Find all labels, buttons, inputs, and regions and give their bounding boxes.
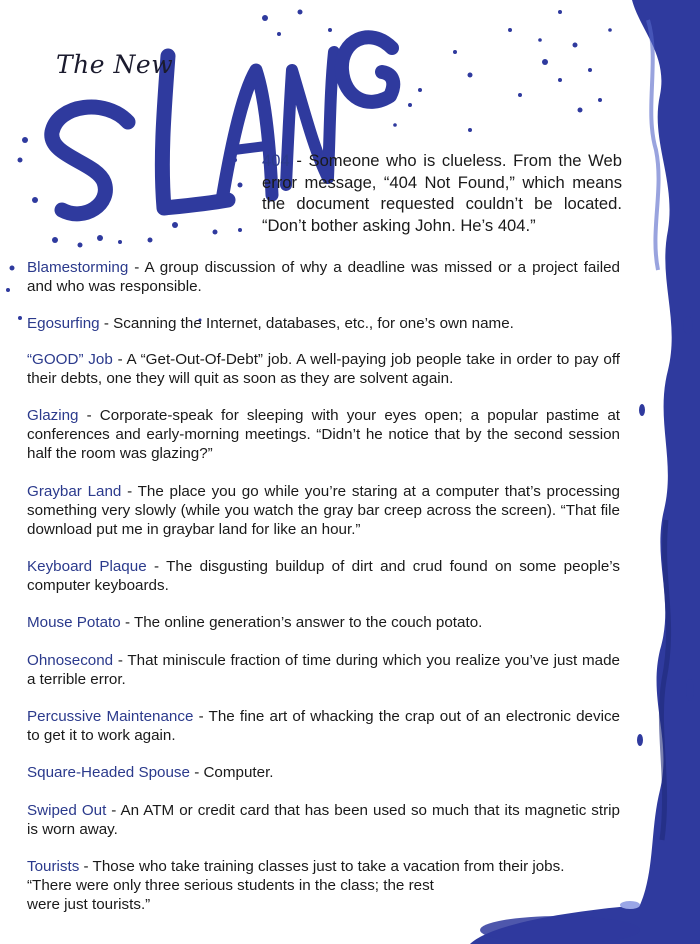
entry-keyboard-plaque bbox=[27, 557, 620, 595]
entry-term: Graybar Land bbox=[27, 483, 122, 500]
entry-definition: - A “Get-Out-Of-Debt” job. A well-paying job people take in order to pay off their debts, one they will quit as soon as they are solvent again. bbox=[27, 351, 621, 387]
entry-term: Square-Headed Spouse bbox=[27, 764, 190, 781]
entry-definition: - Computer. bbox=[189, 764, 274, 781]
entry-term: “GOOD” Job bbox=[27, 351, 113, 368]
entry-term: 404 bbox=[262, 151, 290, 170]
entry-graybar-land bbox=[27, 482, 620, 539]
entry-definition: - The disgusting buildup of dirt and crud found on some people’s computer keyboards. bbox=[27, 558, 620, 594]
entry-definition: - That miniscule fraction of time during which you realize you’ve just made a terrible error. bbox=[27, 652, 620, 688]
entry-ohnosecond bbox=[27, 651, 620, 689]
entry-egosurfing bbox=[27, 314, 620, 333]
entry-term: Keyboard Plaque bbox=[27, 558, 147, 575]
entry-term: Egosurfing bbox=[27, 315, 100, 332]
entry-term: Ohnosecond bbox=[27, 652, 114, 669]
entry-quote-line: “There were only three serious students in the class; the rest bbox=[27, 877, 434, 894]
entry-term: Glazing bbox=[27, 407, 79, 424]
entry-term: Mouse Potato bbox=[27, 614, 121, 631]
entry-definition: - Those who take training classes just to take a vacation from their jobs. bbox=[79, 858, 565, 875]
entry-term: Swiped Out bbox=[27, 802, 107, 819]
entry-404 bbox=[262, 150, 622, 236]
entry-definition: - The fine art of whacking the crap out of an electronic device to get it to work again. bbox=[27, 708, 620, 744]
entry-swiped-out bbox=[27, 801, 620, 839]
entry-term: Blamestorming bbox=[27, 259, 129, 276]
pre-title: The New bbox=[56, 50, 174, 79]
entry-definition: - A group discussion of why a deadline was missed or a project failed and who was responsible. bbox=[27, 259, 620, 295]
entry-definition: - An ATM or credit card that has been used so much that its magnetic strip is worn away. bbox=[27, 802, 620, 838]
entry-definition: - Corporate-speak for sleeping with your eyes open; a popular pastime at conferences and early-morning meetings. “Didn’t he notice that by the second session half the room was glazing?” bbox=[27, 407, 620, 462]
entry-term: Percussive Maintenance bbox=[27, 708, 194, 725]
entry-definition: - Someone who is clueless. From the Web error message, “404 Not Found,” which means the document requested couldn’t be located. “Don’t bother asking John. He’s 404.” bbox=[262, 151, 622, 235]
entry-tourists bbox=[27, 857, 587, 914]
entry-square-headed-spouse bbox=[27, 763, 620, 782]
entry-glazing bbox=[27, 406, 620, 463]
entry-quote-line: were just tourists.” bbox=[27, 896, 151, 913]
entry-term: Tourists bbox=[27, 858, 80, 875]
entry-definition: - Scanning the Internet, databases, etc., for one’s own name. bbox=[99, 315, 514, 332]
entry-blamestorming bbox=[27, 258, 620, 296]
entry-definition: - The online generation’s answer to the couch potato. bbox=[120, 614, 483, 631]
entry-mouse-potato bbox=[27, 613, 620, 632]
entry-definition: - The place you go while you’re staring at a computer that’s processing something very slowly (while you watch the gray bar creep across the screen). “That file download put me in graybar land for like an hour.” bbox=[27, 483, 620, 538]
entry-good-job bbox=[27, 350, 620, 388]
entry-percussive-maintenance bbox=[27, 707, 620, 745]
